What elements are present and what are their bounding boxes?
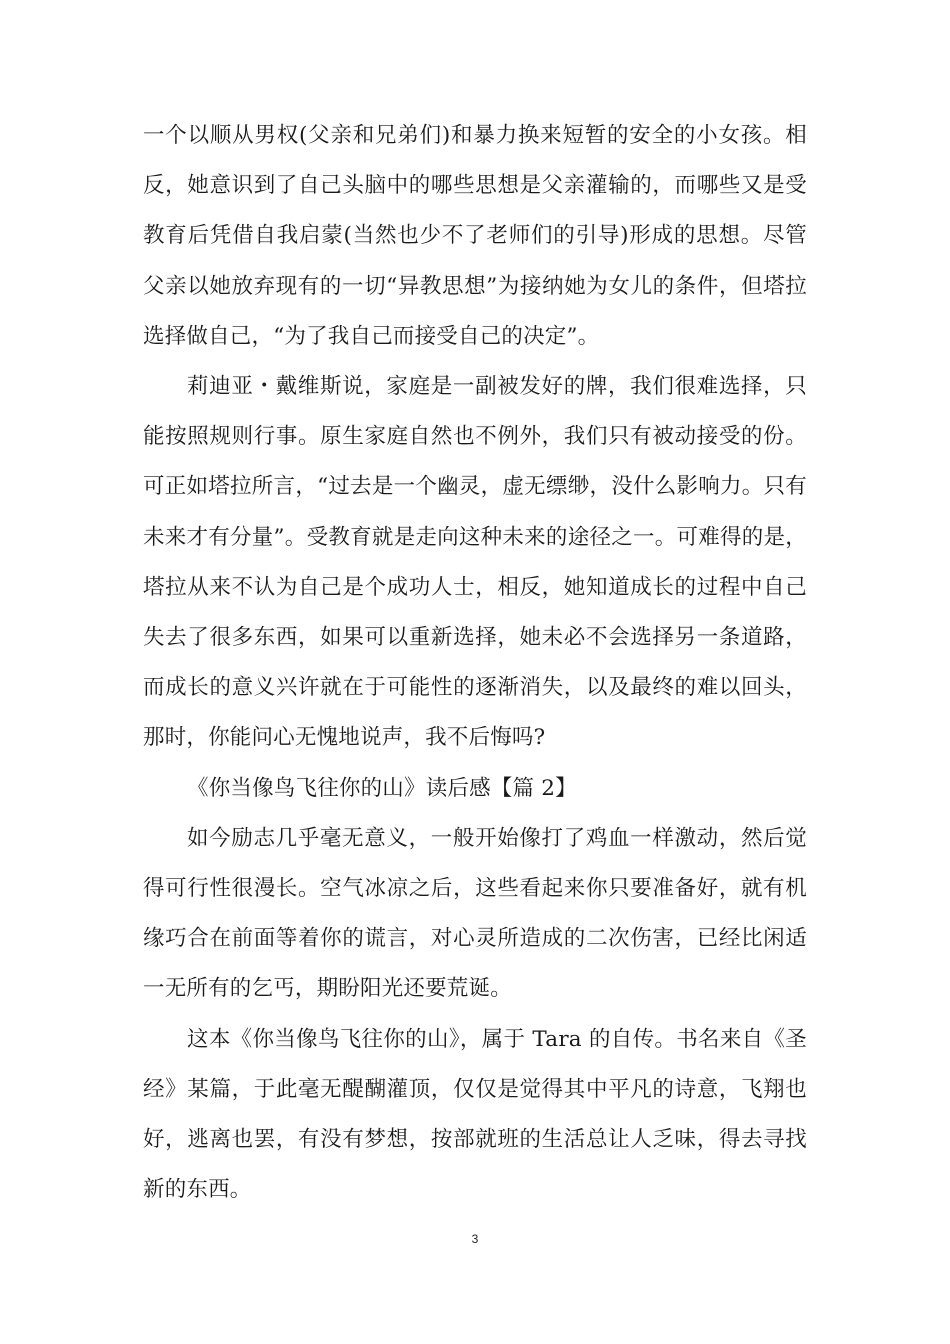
page-number: 3 xyxy=(471,1232,479,1246)
section-heading: 《你当像鸟飞往你的山》读后感【篇 2】 xyxy=(187,775,577,801)
paragraph-book-title: 这本《你当像鸟飞往你的山》，属于 Tara 的自传。书名来自《圣经》某篇，于此毫无醍醐灌顶，仅仅是觉得其中平凡的诗意，飞翔也好，逃离也罢，有没有梦想，按部就班的生活总让人乏味，得去寻找新的东西。 xyxy=(143,1026,807,1203)
paragraph-inspiration: 如今励志几乎毫无意义，一般开始像打了鸡血一样激动，然后觉得可行性很漫长。空气冰凉之后，这些看起来你只要准备好，就有机缘巧合在前面等着你的谎言，对心灵所造成的二次伤害，已经比闲适一无所有的乞丐，期盼阳光还要荒诞。 xyxy=(143,825,807,1002)
paragraph-continuation: 一个以顺从男权(父亲和兄弟们)和暴力换来短暂的安全的小女孩。相反，她意识到了自己头脑中的哪些思想是父亲灌输的，而哪些又是受教育后凭借自我启蒙(当然也少不了老师们的引导)形成的思想。尽管父亲以她放弃现有的一切“异教思想”为接纳她为女儿的条件，但塔拉选择做自己，“为了我自己而接受自己的决定”。 xyxy=(143,123,807,349)
paragraph-lydia-davis: 莉迪亚・戴维斯说，家庭是一副被发好的牌，我们很难选择，只能按照规则行事。原生家庭自然也不例外，我们只有被动接受的份。可正如塔拉所言，“过去是一个幽灵，虚无缥缈，没什么影响力。只有未来才有分量”。受教育就是走向这种未来的途径之一。可难得的是，塔拉从来不认为自己是个成功人士，相反，她知道成长的过程中自己失去了很多东西，如果可以重新选择，她未必不会选择另一条道路，而成长的意义兴许就在于可能性的逐渐消失，以及最终的难以回头，那时，你能问心无愧地说声，我不后悔吗? xyxy=(143,374,807,751)
document-body xyxy=(143,111,807,1215)
